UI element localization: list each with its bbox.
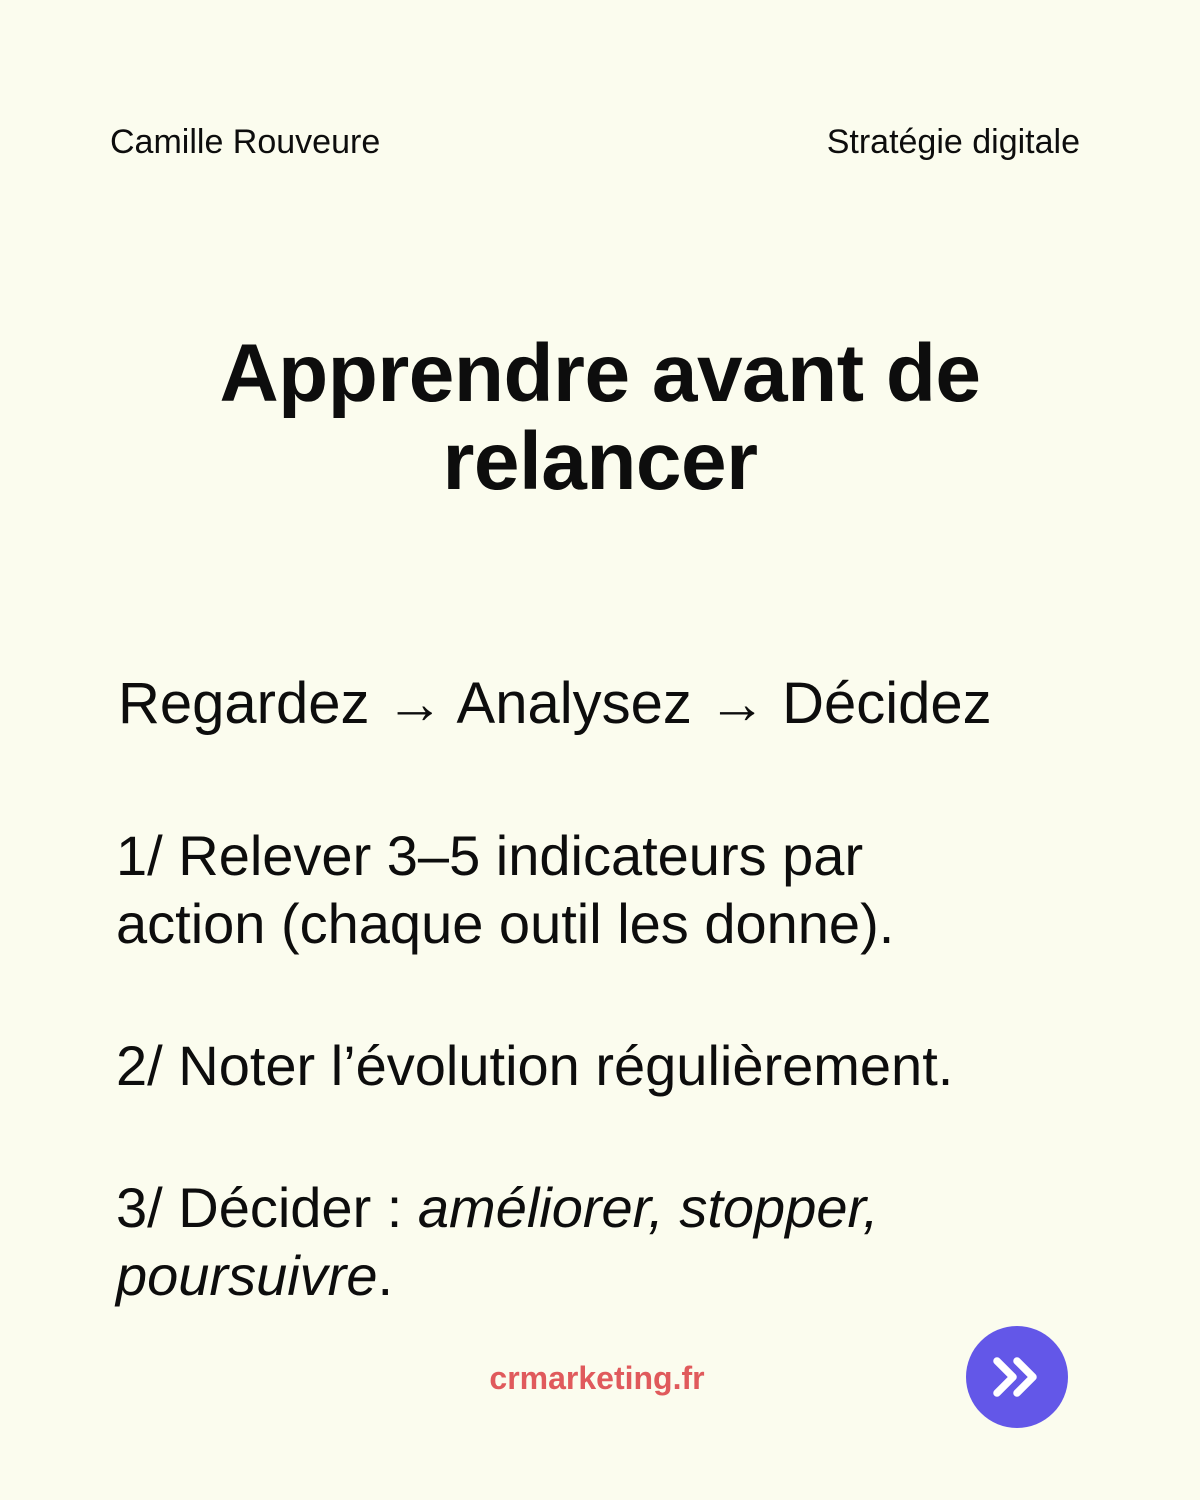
title-line-2: relancer (442, 416, 758, 507)
title-line-1: Apprendre avant de (219, 328, 981, 419)
double-chevron-right-icon (987, 1347, 1047, 1407)
process-flow: Regardez → Analysez → Décidez (118, 671, 992, 736)
step-3-line-1 (116, 1174, 1096, 1242)
step-1 (116, 822, 1096, 958)
step-3-prefix: 3/ Décider : (116, 1176, 418, 1239)
step-3-end: . (377, 1244, 394, 1307)
step-3-options-2: poursuivre (116, 1244, 378, 1307)
steps-list (116, 822, 1096, 1310)
step-2-text: 2/ Noter l’évolution régulièrement. (116, 1034, 954, 1097)
author-name: Camille Rouveure (110, 123, 381, 161)
website-link[interactable]: crmarketing.fr (489, 1360, 705, 1396)
step-1-line-1: 1/ Relever 3–5 indicateurs par (116, 824, 864, 887)
step-1-line-2: action (chaque outil les donne). (116, 892, 895, 955)
step-3-options-1: améliorer, stopper, (417, 1176, 879, 1239)
next-button[interactable] (966, 1326, 1068, 1428)
step-2 (116, 1032, 1096, 1100)
step-3-line-2 (116, 1242, 1096, 1310)
page-title (0, 330, 1200, 506)
topic-label: Stratégie digitale (826, 123, 1080, 161)
step-3 (116, 1174, 1096, 1310)
